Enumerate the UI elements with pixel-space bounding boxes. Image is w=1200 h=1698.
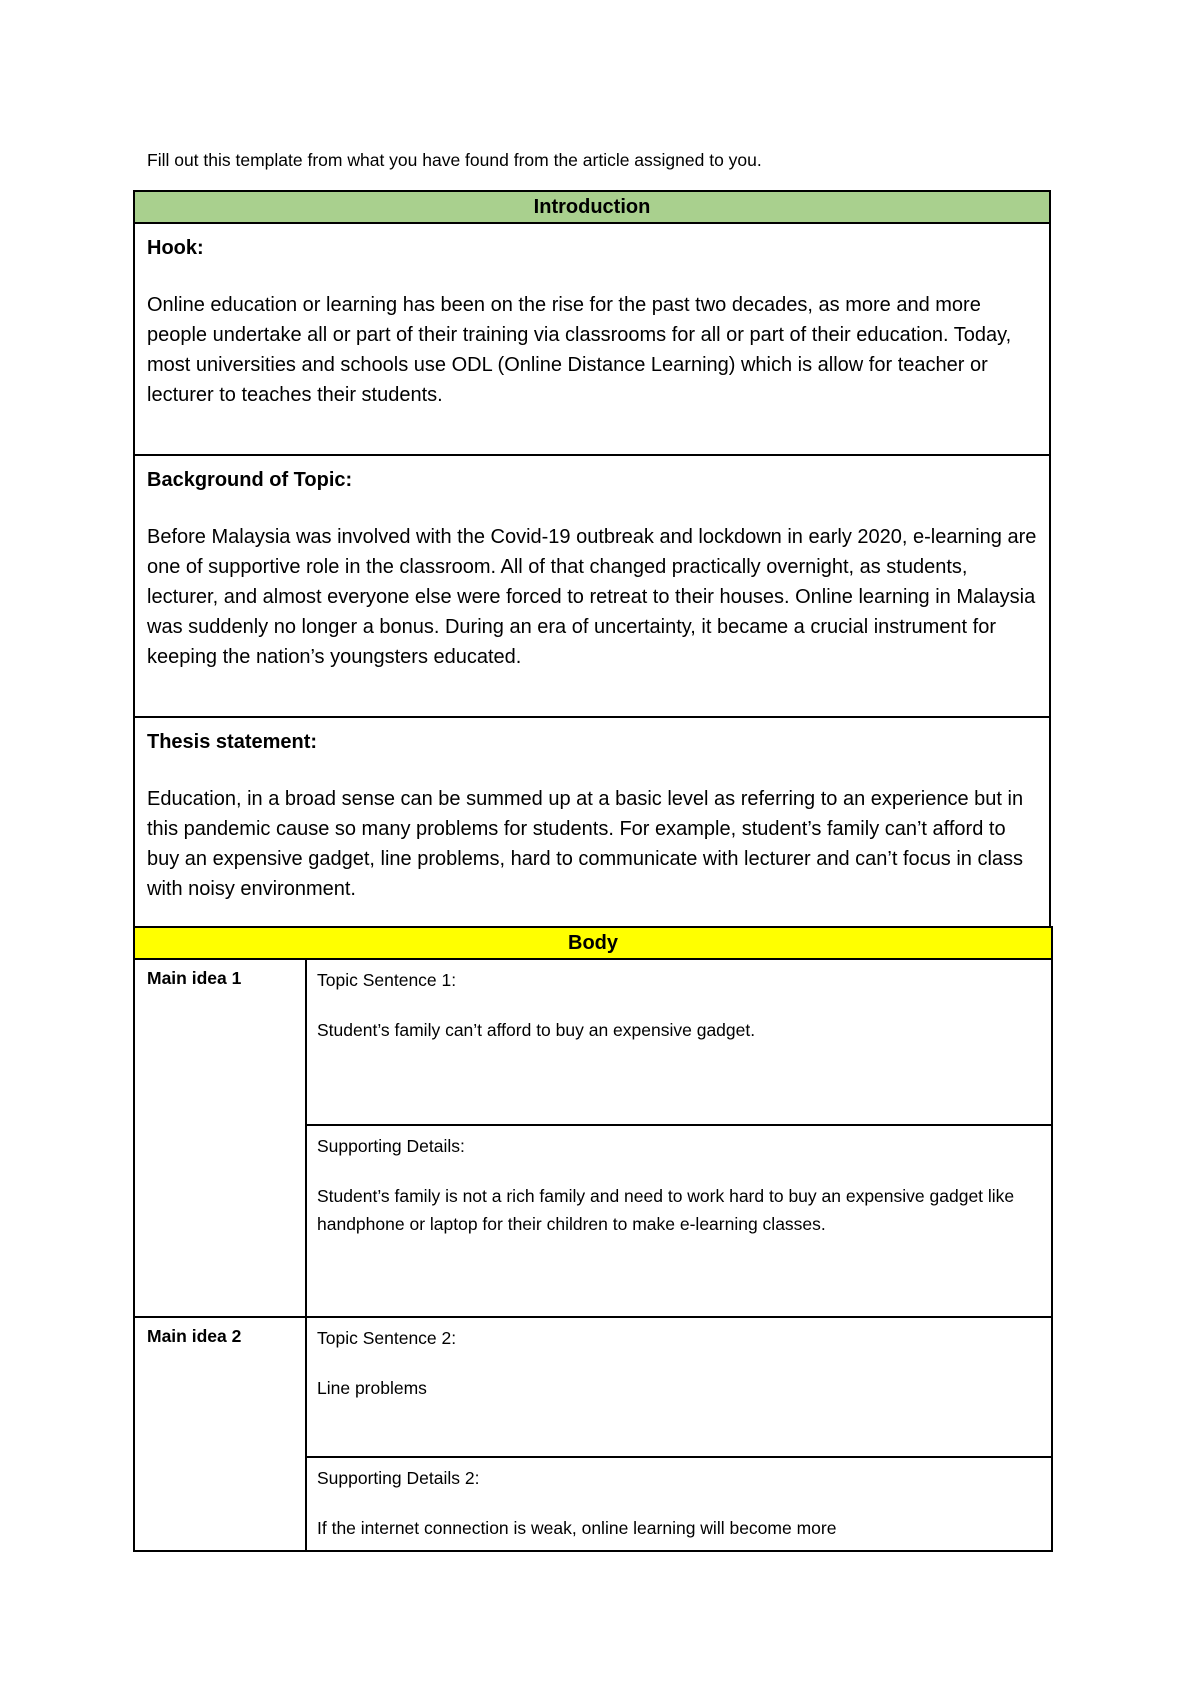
- supporting-details-1-cell: [306, 1125, 1052, 1317]
- introduction-table: [133, 190, 1051, 950]
- thesis-cell: [134, 717, 1050, 949]
- main-idea-2-label: Main idea 2: [134, 1317, 306, 1551]
- supporting-details-2-cell: [306, 1457, 1052, 1551]
- supporting-details-2-text: If the internet connection is weak, online learning will become more: [317, 1518, 837, 1538]
- topic-sentence-2-label: Topic Sentence 2:: [317, 1328, 457, 1348]
- thesis-label: Thesis statement:: [147, 731, 318, 753]
- introduction-header: Introduction: [134, 191, 1050, 223]
- topic-sentence-2-text: Line problems: [317, 1378, 427, 1398]
- background-label: Background of Topic:: [147, 469, 353, 491]
- body-header: Body: [134, 927, 1052, 959]
- supporting-details-1-text: Student’s family is not a rich family and need to work hard to buy an expensive gadget like handphone or laptop for their children to make e-learning classes.: [317, 1186, 1015, 1234]
- hook-label: Hook:: [147, 237, 204, 259]
- topic-sentence-1-cell: [306, 959, 1052, 1125]
- topic-sentence-1-text: Student’s family can’t afford to buy an expensive gadget.: [317, 1020, 756, 1040]
- topic-sentence-2-cell: [306, 1317, 1052, 1457]
- supporting-details-1-label: Supporting Details:: [317, 1136, 465, 1156]
- instruction-text: Fill out this template from what you have found from the article assigned to you.: [147, 150, 762, 170]
- body-table: [133, 926, 1053, 1552]
- topic-sentence-1-label: Topic Sentence 1:: [317, 970, 457, 990]
- hook-cell: [134, 223, 1050, 455]
- background-cell: [134, 455, 1050, 717]
- main-idea-1-label: Main idea 1: [134, 959, 306, 1317]
- background-text: Before Malaysia was involved with the Covid-19 outbreak and lockdown in early 2020, e-learning are one of supportive role in the classroom. All of that changed practically overnight, as students, lecturer, and almost everyone else were forced to retreat to their houses. Online learning in Malaysia was suddenly no longer a bonus. During an era of uncertainty, it became a crucial instrument for keeping the nation’s youngsters educated.: [147, 526, 1037, 668]
- thesis-text: Education, in a broad sense can be summed up at a basic level as referring to an experience but in this pandemic cause so many problems for students. For example, student’s family can’t afford to buy an expensive gadget, line problems, hard to communicate with lecturer and can’t focus in class with noisy environment.: [147, 788, 1024, 900]
- supporting-details-2-label: Supporting Details 2:: [317, 1468, 480, 1488]
- hook-text: Online education or learning has been on the rise for the past two decades, as more and more people undertake all or part of their training via classrooms for all or part of their education. Today, most universities and schools use ODL (Online Distance Learning) which is allow for teacher or lecturer to teaches their students.: [147, 294, 1012, 406]
